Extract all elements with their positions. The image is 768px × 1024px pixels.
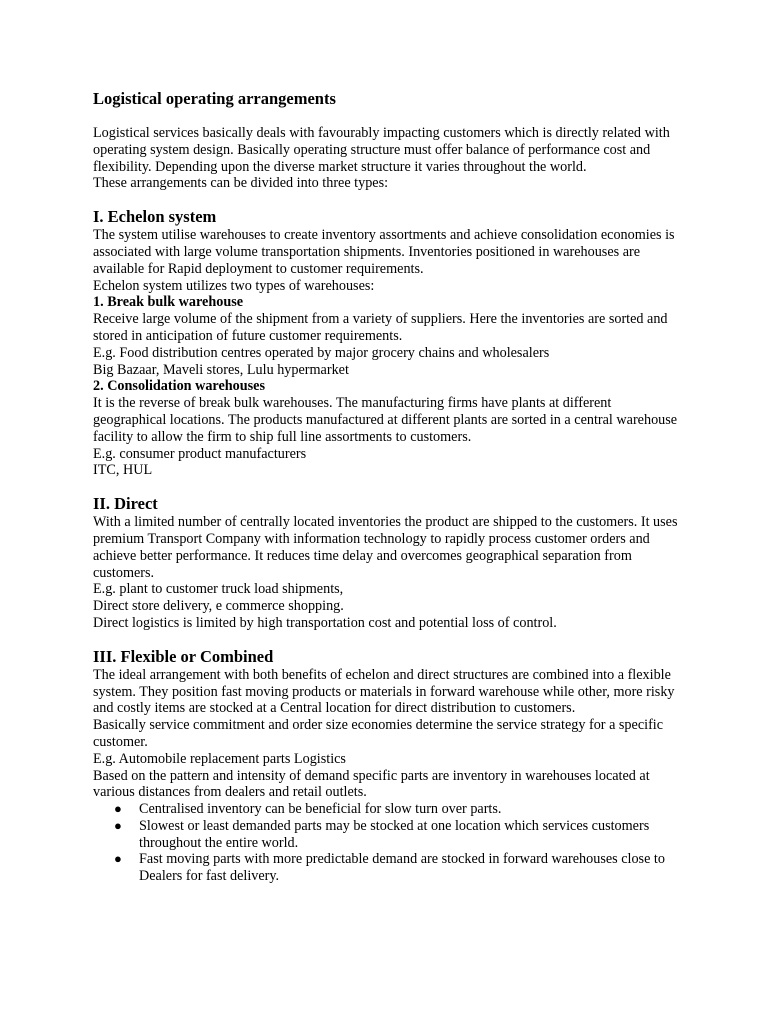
echelon-types-line: Echelon system utilizes two types of warehouses: [93, 277, 375, 294]
section-heading-direct: II. Direct [93, 494, 158, 514]
document-body [93, 88, 683, 885]
flexible-demand-paragraph: Based on the pattern and intensity of demand specific parts are inventory in warehouses located at various distances from dealers and retail outlets. [93, 767, 650, 801]
list-item [93, 818, 683, 852]
consolidation-example: E.g. consumer product manufacturers [93, 445, 307, 462]
subheading-consolidation: 2. Consolidation warehouses [93, 378, 265, 395]
bullet-icon: ● [114, 817, 122, 833]
list-item [93, 801, 683, 818]
section-heading-echelon: I. Echelon system [93, 207, 217, 227]
direct-example: E.g. plant to customer truck load shipments, [93, 581, 344, 598]
flexible-bullet-list [93, 801, 683, 885]
break-bulk-companies: Big Bazaar, Maveli stores, Lulu hypermarket [93, 361, 349, 378]
intro-paragraph: Logistical services basically deals with favourably impacting customers which is directly related with operating system design. Basically operating structure must offer balance of performance cost and flexibility. Depending upon the diverse market structure it varies throughout the world. [93, 125, 670, 175]
echelon-paragraph: The system utilise warehouses to create inventory assortments and achieve consolidation economies is associated with large volume transportation shipments. Inventories positioned in warehouses are available for Rapid deployment to customer requirements. [93, 227, 675, 277]
break-bulk-example: E.g. Food distribution centres operated by major grocery chains and wholesalers [93, 344, 550, 361]
page-title: Logistical operating arrangements [93, 89, 336, 108]
list-item-text: Slowest or least demanded parts may be stocked at one location which services customers throughout the entire world. [139, 817, 650, 851]
consolidation-text: It is the reverse of break bulk warehouses. The manufacturing firms have plants at different geographical locations. The products manufactured at different plants are sorted in a central warehouse facility to allow the firm to ship full line assortments to customers. [93, 395, 678, 445]
section-heading-flexible: III. Flexible or Combined [93, 646, 274, 666]
flexible-paragraph: The ideal arrangement with both benefits of echelon and direct structures are combined into a flexible system. They position fast moving products or materials in forward warehouse while other, more risky and costly items are stocked at a Central location for direct distribution to customers. [93, 666, 675, 717]
list-item [93, 851, 683, 885]
subheading-break-bulk: 1. Break bulk warehouse [93, 294, 244, 311]
break-bulk-text: Receive large volume of the shipment from a variety of suppliers. Here the inventories are sorted and stored in anticipation of future customer requirements. [93, 311, 668, 344]
flexible-service-paragraph: Basically service commitment and order size economies determine the service strategy for a specific customer. [93, 717, 664, 750]
intro-types-line: These arrangements can be divided into three types: [93, 175, 389, 192]
direct-paragraph: With a limited number of centrally located inventories the product are shipped to the customers. It uses premium Transport Company with information technology to rapidly process customer orders and achieve better performance. It reduces time delay and overcomes geographical separation from customers. [93, 514, 678, 581]
list-item-text: Fast moving parts with more predictable demand are stocked in forward warehouses close to Dealers for fast delivery. [139, 851, 665, 885]
bullet-icon: ● [114, 801, 122, 817]
direct-example-2: Direct store delivery, e commerce shopping. [93, 598, 344, 615]
list-item-text: Centralised inventory can be beneficial for slow turn over parts. [139, 801, 502, 818]
bullet-icon: ● [114, 851, 122, 867]
flexible-example: E.g. Automobile replacement parts Logistics [93, 750, 346, 767]
direct-limitation: Direct logistics is limited by high transportation cost and potential loss of control. [93, 614, 557, 631]
consolidation-companies: ITC, HUL [93, 462, 153, 479]
